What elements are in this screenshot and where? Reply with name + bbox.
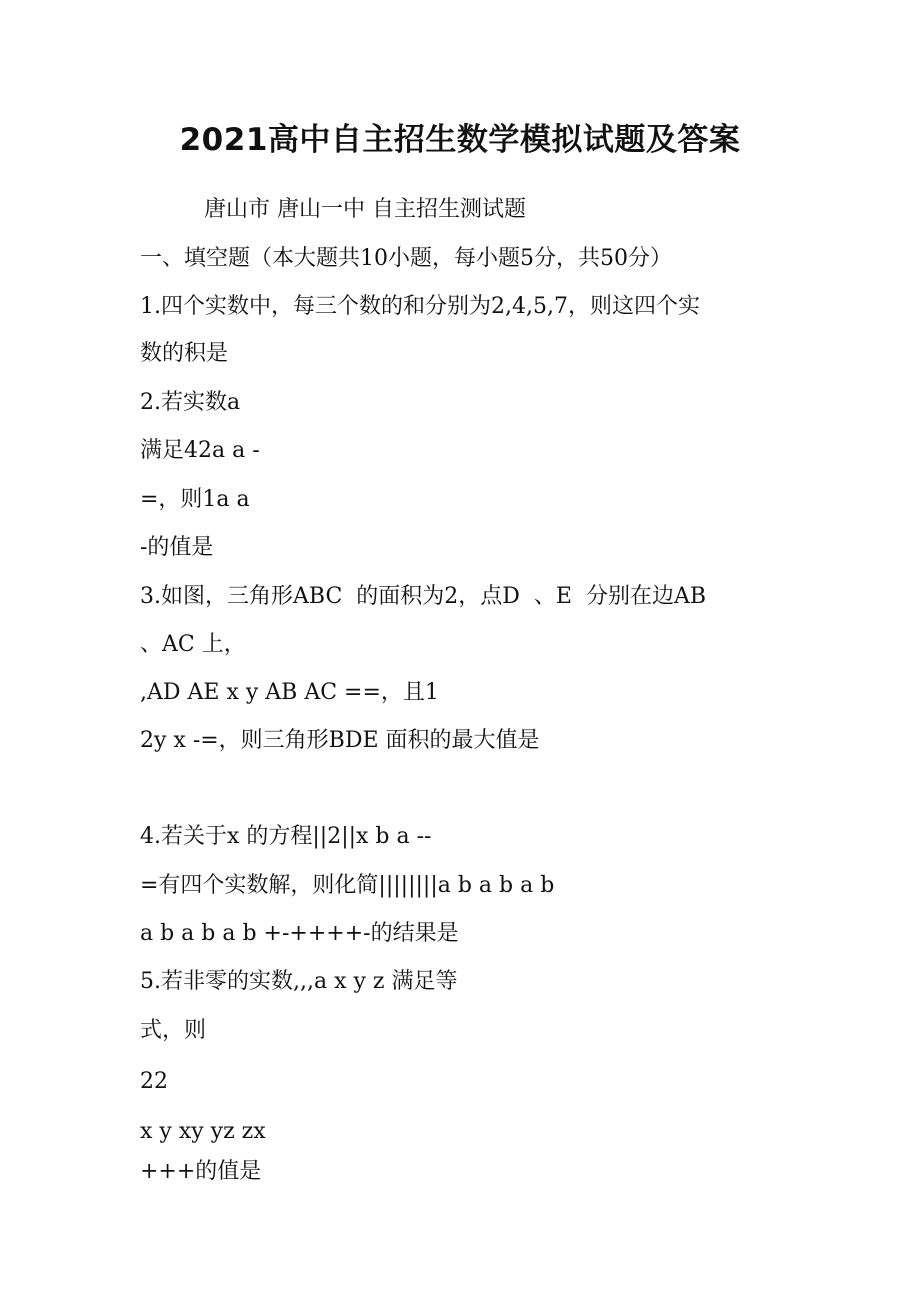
text-line: 22 [140, 1069, 168, 1094]
text-line: a b a b a b +-++++-的结果是 [140, 921, 459, 946]
section-heading: 一、填空题（本大题共10小题，每小题5分，共50分） [140, 246, 672, 271]
text-line: 数的积是 [140, 341, 229, 366]
text-line: +++的值是 [140, 1159, 262, 1184]
text-line: =，则1a a [140, 487, 250, 512]
text-line: 1.四个实数中，每三个数的和分别为2,4,5,7，则这四个实 [140, 294, 700, 319]
text-line: 4.若关于x 的方程||2||x b a -- [140, 824, 432, 849]
text-line: x y xy yz zx [140, 1119, 266, 1144]
text-line: 5.若非零的实数,,,a x y z 满足等 [140, 969, 458, 994]
document-title: 2021高中自主招生数学模拟试题及答案 [179, 122, 741, 158]
text-line: 满足42a a - [140, 438, 260, 463]
text-line: 、AC 上， [140, 632, 246, 657]
document-subtitle: 唐山市 唐山一中 自主招生测试题 [204, 197, 526, 222]
text-line: 3.如图，三角形ABC 的面积为2，点D 、E 分别在边AB [140, 584, 706, 609]
text-line: =有四个实数解，则化简||||||||a b a b a b [140, 873, 555, 898]
text-line: 2.若实数a [140, 390, 241, 415]
text-line: 式，则 [140, 1018, 207, 1043]
text-line: -的值是 [140, 535, 214, 560]
text-line: 2y x -=，则三角形BDE 面积的最大值是 [140, 728, 540, 753]
text-line: ,AD AE x y AB AC ==，且1 [140, 680, 439, 705]
